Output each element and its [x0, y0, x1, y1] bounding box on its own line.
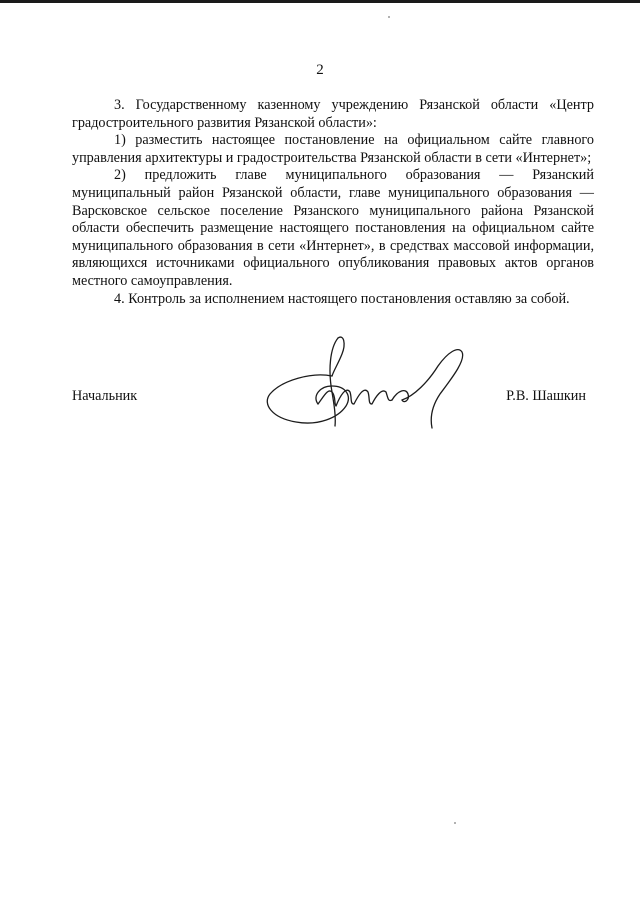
scan-speck [388, 16, 390, 18]
top-border [0, 0, 640, 3]
signer-position: Начальник [72, 388, 138, 404]
signer-name: Р.В. Шашкин [506, 388, 586, 404]
paragraph-3-1: 1) разместить настоящее постановление на официальном сайте главного управления архитектуры и градостроительства Рязанской области в сети «Интернет»; [72, 132, 594, 166]
scan-speck [454, 822, 456, 824]
paragraph-4: 4. Контроль за исполнением настоящего постановления оставляю за собой. [114, 290, 570, 307]
paragraph-3: 3. Государственному казенному учреждению Рязанской области «Центр градостроительного развития Рязанской области»: [72, 97, 594, 131]
document-body [72, 97, 594, 308]
handwritten-signature [262, 330, 472, 440]
paragraph-3-2: 2) предложить главе муниципального образования — Рязанский муниципальный район Рязанской области, главе муниципального образования — Варсковское сельское поселение Рязанского муниципального района Рязанской области обеспечить размещение настоящего постановления на официальном сайте муниципального образования в сети «Интернет», в средствах массовой информации, являющихся источниками официального опубликования правовых актов органов местного самоуправления. [72, 167, 594, 289]
page-number: 2 [316, 62, 324, 78]
